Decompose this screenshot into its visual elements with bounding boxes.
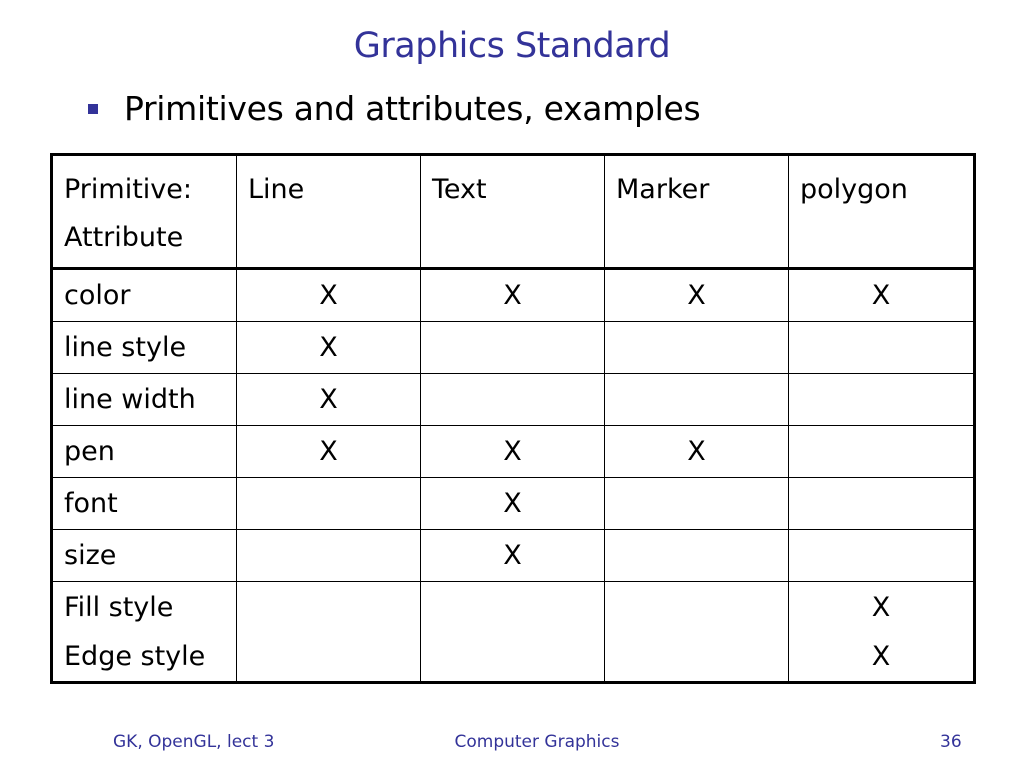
table-cell bbox=[237, 582, 421, 683]
table-cell bbox=[789, 426, 975, 478]
primitives-attributes-table bbox=[50, 153, 976, 684]
table-header-row bbox=[52, 155, 975, 269]
row-label: color bbox=[52, 269, 237, 322]
row-label-cell bbox=[52, 582, 237, 683]
bullet-item bbox=[88, 86, 700, 130]
table-cell bbox=[421, 322, 605, 374]
row-label: font bbox=[52, 478, 237, 530]
footer-course: GK, OpenGL, lect 3 bbox=[113, 732, 275, 752]
row-label-edge-style: Edge style bbox=[64, 641, 206, 672]
table-cell bbox=[605, 530, 789, 582]
table-row bbox=[52, 478, 975, 530]
column-header-text: Text bbox=[421, 155, 605, 269]
mark-edge-style-polygon: X bbox=[871, 641, 891, 672]
row-label: pen bbox=[52, 426, 237, 478]
mark-fill-style-polygon: X bbox=[871, 592, 891, 623]
table-cell bbox=[789, 478, 975, 530]
table-cell bbox=[605, 374, 789, 426]
table-cell bbox=[605, 322, 789, 374]
table-cell: X bbox=[789, 269, 975, 322]
table-cell bbox=[237, 478, 421, 530]
header-corner-attribute: Attribute bbox=[64, 222, 184, 253]
bullet-text: Primitives and attributes, examples bbox=[124, 88, 701, 128]
header-corner-cell bbox=[52, 155, 237, 269]
row-label: line style bbox=[52, 322, 237, 374]
table-row bbox=[52, 530, 975, 582]
table-row bbox=[52, 374, 975, 426]
bullet-square-icon bbox=[88, 104, 98, 114]
table-cell bbox=[789, 530, 975, 582]
table-cell: X bbox=[421, 478, 605, 530]
table-cell bbox=[605, 582, 789, 683]
table-cell: X bbox=[605, 426, 789, 478]
footer-title: Computer Graphics bbox=[454, 732, 620, 752]
table-cell bbox=[237, 530, 421, 582]
table-cell bbox=[421, 374, 605, 426]
header-corner-primitive: Primitive: bbox=[64, 174, 192, 205]
table-cell: X bbox=[421, 530, 605, 582]
slide-title: Graphics Standard bbox=[353, 26, 671, 66]
table-cell bbox=[789, 582, 975, 683]
table-row bbox=[52, 426, 975, 478]
column-header-polygon: polygon bbox=[789, 155, 975, 269]
table-cell: X bbox=[605, 269, 789, 322]
table-cell: X bbox=[421, 269, 605, 322]
table-cell bbox=[605, 478, 789, 530]
row-label: size bbox=[52, 530, 237, 582]
table-row-fill-edge-style bbox=[52, 582, 975, 683]
table-cell: X bbox=[237, 426, 421, 478]
row-label: line width bbox=[52, 374, 237, 426]
table-row bbox=[52, 269, 975, 322]
table-cell bbox=[421, 582, 605, 683]
table-cell: X bbox=[237, 374, 421, 426]
table-cell bbox=[789, 322, 975, 374]
table-cell: X bbox=[237, 322, 421, 374]
column-header-marker: Marker bbox=[605, 155, 789, 269]
table-cell bbox=[789, 374, 975, 426]
column-header-line: Line bbox=[237, 155, 421, 269]
table-row bbox=[52, 322, 975, 374]
table-cell: X bbox=[421, 426, 605, 478]
row-label-fill-style: Fill style bbox=[64, 592, 174, 623]
footer-page-number: 36 bbox=[940, 732, 962, 752]
table-cell: X bbox=[237, 269, 421, 322]
